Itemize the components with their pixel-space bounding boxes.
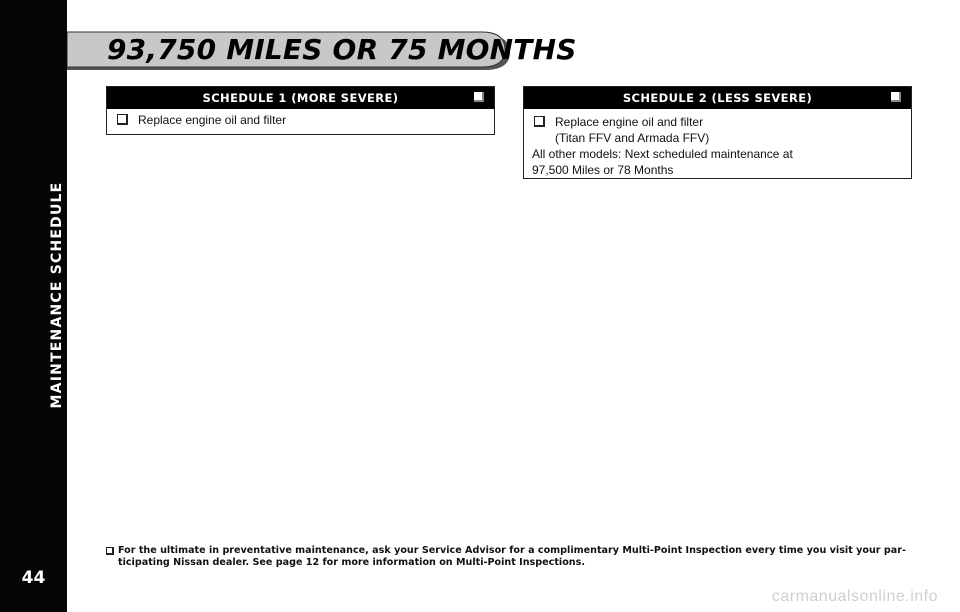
section-label: MAINTENANCE SCHEDULE [49, 181, 65, 409]
checkbox-icon[interactable] [106, 547, 114, 555]
schedule2-box [523, 86, 912, 179]
item-label: Replace engine oil and filter [138, 113, 287, 127]
schedule2-note-line2: 97,500 Miles or 78 Months [532, 163, 674, 177]
schedule2-note-line1: All other models: Next scheduled maintenance at [532, 147, 793, 161]
banner-title: 93,750 MILES OR 75 MONTHS [107, 33, 577, 66]
footer-note-line2: ticipating Nissan dealer. See page 12 for more information on Multi-Point Inspections. [118, 557, 585, 568]
schedule1-heading: SCHEDULE 1 (MORE SEVERE) [202, 91, 399, 105]
checkbox-icon[interactable] [534, 116, 545, 127]
list-item [532, 114, 903, 130]
header-checkbox-icon [891, 92, 901, 102]
schedule1-header [107, 87, 494, 109]
schedule2-header [524, 87, 911, 109]
schedule1-box [106, 86, 495, 135]
item-sublabel: (Titan FFV and Armada FFV) [555, 131, 710, 145]
header-checkbox-icon [474, 92, 484, 102]
list-item [115, 112, 486, 128]
schedule2-heading: SCHEDULE 2 (LESS SEVERE) [622, 91, 813, 105]
checkbox-icon[interactable] [117, 114, 128, 125]
page-number: 44 [21, 568, 46, 588]
footer-note-line1: For the ultimate in preventative maintenance, ask your Service Advisor for a complimentary Multi-Point Inspection every time you visit your par- [118, 545, 906, 556]
interval-banner [67, 29, 577, 76]
watermark: carmanualsonline.info [771, 588, 938, 605]
item-label: Replace engine oil and filter [555, 115, 704, 129]
footer-note [106, 545, 926, 569]
sidebar [0, 0, 67, 612]
